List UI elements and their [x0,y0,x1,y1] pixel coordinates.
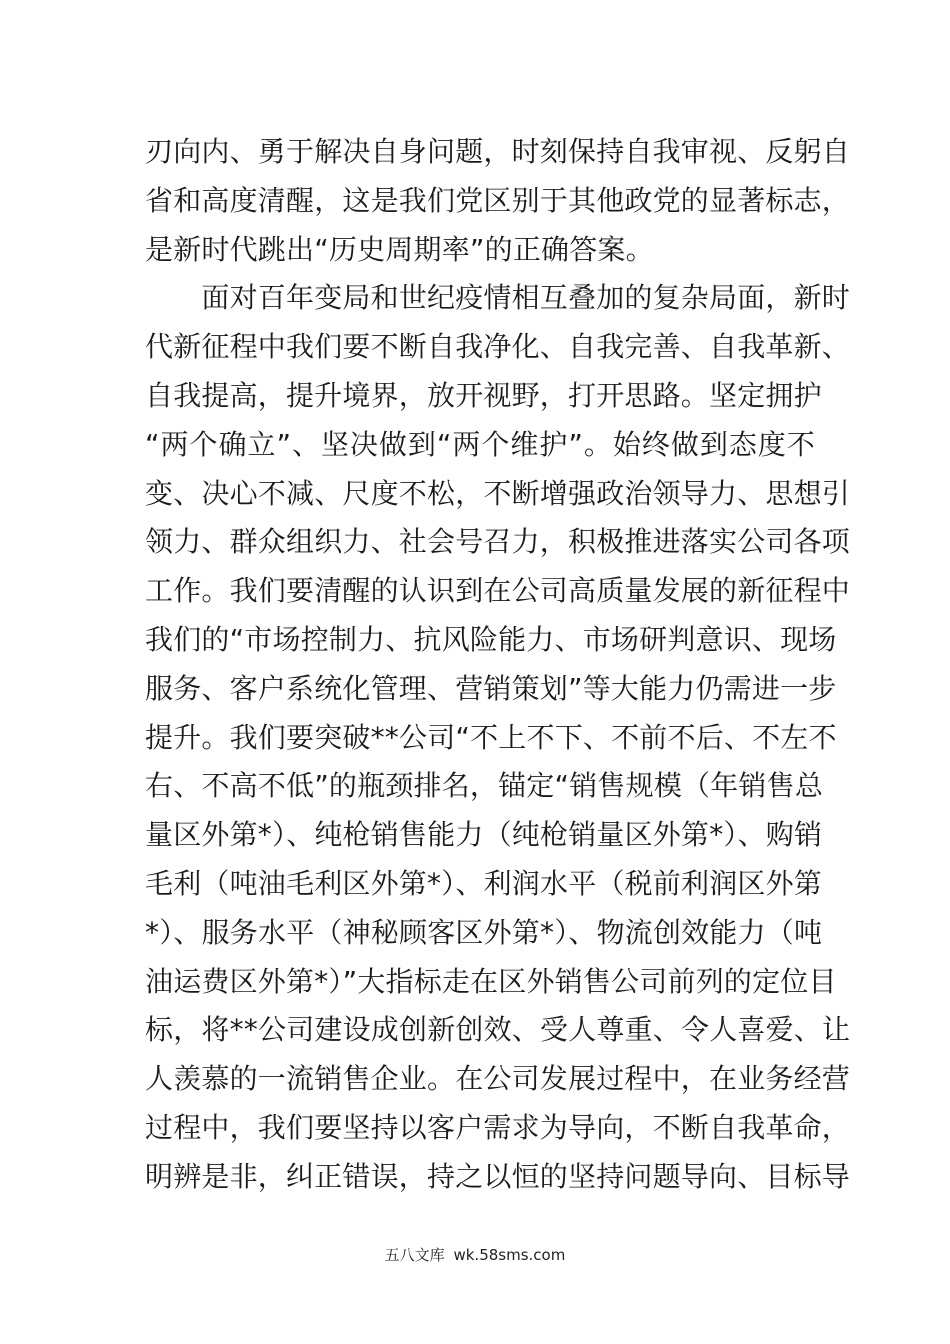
text-line-8: 变、决心不减、尺度不松，不断增强政治领导力、思想引 [145,476,851,510]
text-line-9: 领力、群众组织力、社会号召力，积极推进落实公司各项 [145,525,851,559]
text-line-13: 提升。我们要突破**公司“不上不下、不前不后、不左不 [145,720,837,754]
text-line-18: 油运费区外第*）”大指标走在区外销售公司前列的定位目 [145,964,837,998]
footer-site-name: 五八文库 [384,1246,445,1264]
text-line-19: 标，将**公司建设成创新创效、受人尊重、令人喜爱、让 [145,1013,851,1047]
text-line-3: 是新时代跳出“历史周期率”的正确答案。 [145,232,654,266]
text-line-21: 过程中，我们要坚持以客户需求为导向，不断自我革命， [145,1110,851,1144]
text-line-17: *）、服务水平（神秘顾客区外第*）、物流创效能力（吨 [145,915,823,949]
text-line-10: 工作。我们要清醒的认识到在公司高质量发展的新征程中 [145,574,851,608]
text-line-2: 省和高度清醒，这是我们党区别于其他政党的显著标志， [145,183,851,217]
body-text [145,128,851,1202]
footer-site-url[interactable]: wk.58sms.com [453,1246,566,1264]
text-line-5: 代新征程中我们要不断自我净化、自我完善、自我革新、 [145,330,851,364]
text-line-4: 面对百年变局和世纪疫情相互叠加的复杂局面，新时 [145,281,851,315]
page-footer [0,1244,950,1265]
text-line-1: 刃向内、勇于解决自身问题，时刻保持自我审视、反躬自 [145,135,851,168]
text-line-12: 服务、客户系统化管理、营销策划”等大能力仍需进一步 [145,671,837,705]
text-line-7: “两个确立”、坚决做到“两个维护”。始终做到态度不 [145,427,815,461]
text-line-14: 右、不高不低”的瓶颈排名，锚定“销售规模（年销售总 [145,769,824,803]
text-line-22: 明辨是非，纠正错误，持之以恒的坚持问题导向、目标导 [145,1159,851,1193]
text-line-20: 人羡慕的一流销售企业。在公司发展过程中，在业务经营 [145,1062,851,1096]
text-line-11: 我们的“市场控制力、抗风险能力、市场研判意识、现场 [145,622,837,656]
text-line-6: 自我提高，提升境界，放开视野，打开思路。坚定拥护 [145,378,822,412]
text-line-16: 毛利（吨油毛利区外第*）、利润水平（税前利润区外第 [145,866,823,900]
text-line-15: 量区外第*）、纯枪销售能力（纯枪销量区外第*）、购销 [145,818,823,852]
